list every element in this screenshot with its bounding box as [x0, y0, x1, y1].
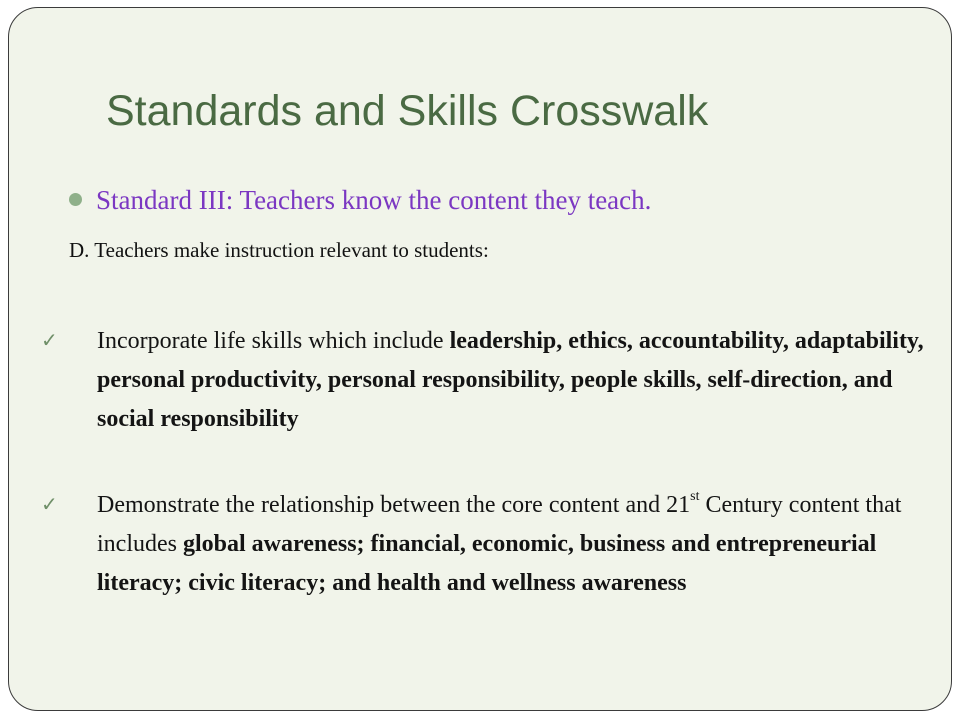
item-plain-text-before-sup: Demonstrate the relationship between the core content and 21 [97, 492, 691, 518]
item-superscript: st [690, 489, 700, 504]
check-mark-icon: ✓ [41, 494, 58, 516]
item-bold-text: leadership, ethics, accountability, adaptability, personal productivity, personal responsibility, people skills, self-direction, and social responsibility [97, 328, 924, 432]
slide-title: Standards and Skills Crosswalk [106, 87, 709, 135]
item-plain-text: Incorporate life skills which include [97, 328, 450, 354]
bullet-dot-icon [69, 193, 82, 206]
standard-bullet [69, 185, 651, 216]
check-item-core-content [41, 486, 947, 603]
standard-text: Standard III: Teachers know the content they teach. [96, 185, 652, 215]
item-bold-text: global awareness; financial, economic, business and entrepreneurial literacy; civic literacy; and health and wellness awareness [97, 531, 877, 596]
item-plain-text-after-sup: Century content that includes [97, 492, 902, 557]
check-mark-icon: ✓ [41, 330, 58, 352]
check-item-life-skills [41, 322, 947, 439]
slide-frame [8, 7, 952, 711]
subhead-text: D. Teachers make instruction relevant to students: [69, 238, 489, 262]
